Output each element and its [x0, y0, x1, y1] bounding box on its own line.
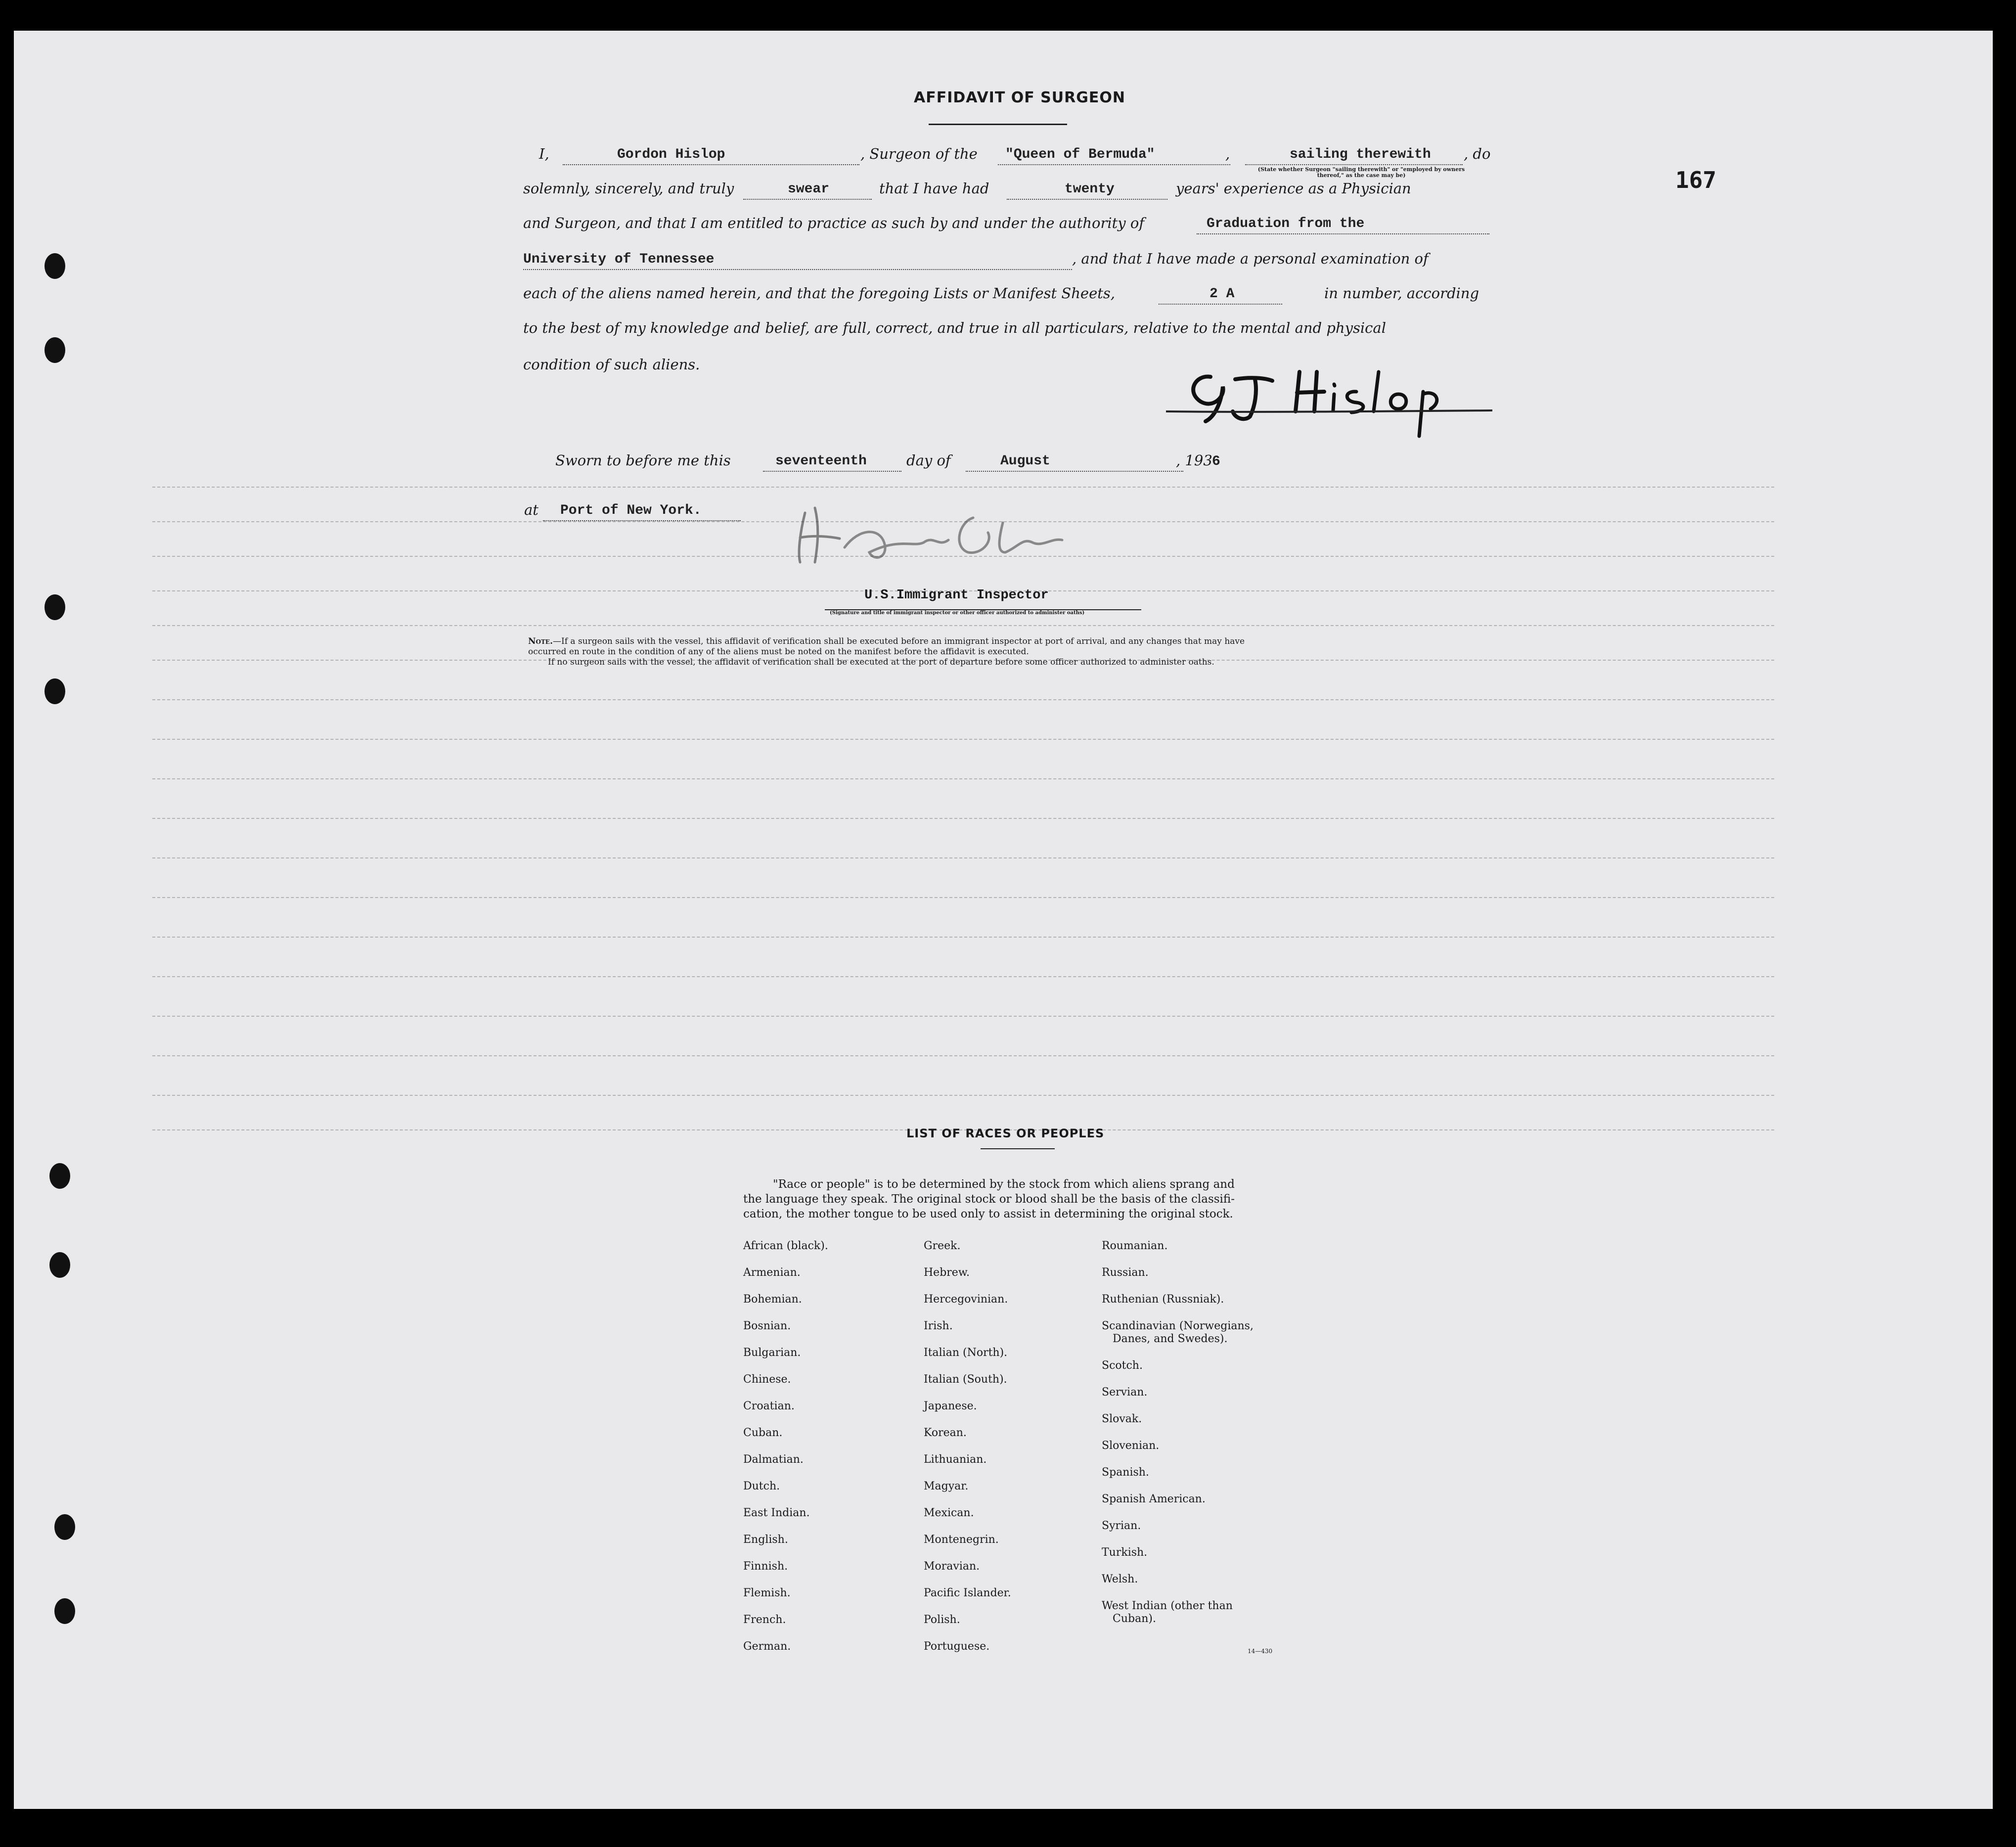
- race-list-item: Roumanian.: [1102, 1240, 1168, 1252]
- race-list-item: Italian (North).: [924, 1347, 1008, 1359]
- race-list-item: Slovak.: [1102, 1413, 1142, 1425]
- race-list-item: Hebrew.: [924, 1266, 970, 1279]
- binder-hole: [49, 1252, 70, 1278]
- surgeon-signature: [1166, 337, 1492, 441]
- binder-hole: [45, 253, 65, 279]
- race-list-item: Spanish.: [1102, 1466, 1149, 1479]
- race-list-item: Mexican.: [924, 1507, 974, 1519]
- race-list-item: Japanese.: [924, 1400, 977, 1412]
- race-list-item: Pacific Islander.: [924, 1587, 1011, 1599]
- line2-text-a: solemnly, sincerely, and truly: [523, 180, 734, 197]
- inspector-caption: (Signature and title of immigrant inspector or other officer authorized to administer oaths): [830, 610, 1085, 616]
- line5-text-a: each of the aliens named herein, and that the foregoing Lists or Manifest Sheets,: [523, 285, 1116, 302]
- inspector-signature: [785, 493, 1141, 577]
- name-blank: [563, 164, 859, 165]
- form-code: 14—430: [1248, 1648, 1273, 1655]
- intro-line-2: the language they speak. The original stock or blood shall be the basis of the classifi-: [743, 1193, 1235, 1206]
- race-list-item: Moravian.: [924, 1560, 980, 1573]
- races-underline: [981, 1148, 1055, 1149]
- line6-text: to the best of my knowledge and belief, are full, correct, and true in all particulars, relative to the mental and physical: [523, 319, 1386, 336]
- race-list-item: Magyar.: [924, 1480, 969, 1492]
- binder-hole: [45, 594, 65, 620]
- note-line-1: —If a surgeon sails with the vessel, this affidavit of verification shall be executed before an immigrant inspector at port of arrival, and any changes that may have: [553, 636, 1245, 646]
- race-list-item: Dalmatian.: [743, 1453, 804, 1466]
- sailing-status: sailing therewith: [1290, 147, 1431, 162]
- place-value: Port of New York.: [560, 503, 702, 518]
- race-list-item: West Indian (other than: [1102, 1600, 1233, 1612]
- races-intro: [743, 1177, 1277, 1221]
- race-list-item: Hercegovinian.: [924, 1293, 1008, 1306]
- sworn-text-c: , 193: [1176, 452, 1212, 469]
- race-list-item: Spanish American.: [1102, 1493, 1206, 1505]
- surgeon-name: Gordon Hislop: [617, 147, 725, 162]
- race-list-item: Polish.: [924, 1614, 960, 1626]
- sworn-text-a: Sworn to before me this: [555, 452, 731, 469]
- line3-text: and Surgeon, and that I am entitled to practice as such by and under the authority of: [523, 215, 1145, 231]
- title-underline: [929, 124, 1067, 125]
- years-value: twenty: [1065, 181, 1115, 197]
- race-list-item: Bohemian.: [743, 1293, 802, 1306]
- race-list-item: Cuban).: [1113, 1613, 1156, 1625]
- line7-text: condition of such aliens.: [523, 356, 700, 373]
- sworn-day-blank: [763, 471, 901, 472]
- authority-line-1: Graduation from the: [1207, 216, 1365, 231]
- intro-line-1: "Race or people" is to be determined by the stock from which aliens sprang and: [773, 1178, 1235, 1191]
- binder-hole: [54, 1514, 75, 1540]
- race-list-item: Turkish.: [1102, 1546, 1148, 1559]
- sworn-day: seventeenth: [775, 453, 867, 469]
- race-list-item: Bulgarian.: [743, 1347, 801, 1359]
- document-page: [14, 31, 1993, 1809]
- oath-blank: [743, 199, 872, 200]
- race-list-item: English.: [743, 1533, 788, 1546]
- race-list-item: Chinese.: [743, 1373, 791, 1386]
- sworn-month-blank: [966, 471, 1183, 472]
- race-list-item: Greek.: [924, 1240, 961, 1252]
- authority-blank-2: [523, 269, 1072, 270]
- place-blank: [543, 520, 741, 521]
- race-list-item: Bosnian.: [743, 1320, 791, 1332]
- page-number: 167: [1675, 167, 1717, 193]
- races-title: LIST OF RACES OR PEOPLES: [906, 1126, 1105, 1140]
- race-list-item: Irish.: [924, 1320, 953, 1332]
- race-list-item: Servian.: [1102, 1386, 1148, 1398]
- line4-text: , and that I have made a personal examination of: [1072, 250, 1429, 267]
- affidavit-i: I,: [539, 145, 549, 162]
- line2-text-b: that I have had: [879, 180, 989, 197]
- authority-line-2: University of Tennessee: [523, 252, 715, 267]
- line2-text-c: years' experience as a Physician: [1176, 180, 1411, 197]
- race-list-item: Armenian.: [743, 1266, 801, 1279]
- sailing-blank: [1245, 164, 1463, 165]
- race-list-item: Syrian.: [1102, 1520, 1141, 1532]
- sworn-year-digit: 6: [1212, 454, 1220, 469]
- sheets-blank: [1159, 304, 1282, 305]
- sheets-count: 2 A: [1210, 286, 1235, 302]
- race-list-item: Portuguese.: [924, 1640, 990, 1653]
- intro-line-3: cation, the mother tongue to be used only to assist in determining the original stock.: [743, 1208, 1233, 1220]
- vessel-blank: [998, 164, 1230, 165]
- at-text: at: [524, 501, 538, 518]
- race-list-item: Montenegrin.: [924, 1533, 999, 1546]
- authority-blank-1: [1197, 233, 1489, 234]
- race-list-item: Ruthenian (Russniak).: [1102, 1293, 1224, 1306]
- race-list-item: Korean.: [924, 1427, 967, 1439]
- race-list-item: Scandinavian (Norwegians,: [1102, 1320, 1254, 1332]
- line5-text-b: in number, according: [1324, 285, 1479, 302]
- inspector-title: U.S.Immigrant Inspector: [864, 588, 1049, 603]
- binder-hole: [45, 678, 65, 704]
- race-list-item: French.: [743, 1614, 786, 1626]
- years-blank: [1007, 199, 1167, 200]
- note-line-2: occurred en route in the condition of any of the aliens must be noted on the manifest before the affidavit is executed.: [528, 647, 1029, 657]
- vessel-name: "Queen of Bermuda": [1005, 147, 1155, 162]
- binder-hole: [49, 1163, 70, 1189]
- state-note: (State whether Surgeon "sailing therewith" or "employed by owners thereof," as the case may be): [1257, 166, 1465, 179]
- race-list-item: Russian.: [1102, 1266, 1149, 1279]
- race-list-item: Cuban.: [743, 1427, 783, 1439]
- note-label: Note.: [528, 636, 553, 646]
- race-list-item: Dutch.: [743, 1480, 780, 1492]
- race-list-item: Finnish.: [743, 1560, 788, 1573]
- race-list-item: African (black).: [743, 1240, 828, 1252]
- race-list-item: Danes, and Swedes).: [1113, 1333, 1228, 1345]
- affidavit-title: AFFIDAVIT OF SURGEON: [914, 89, 1125, 106]
- race-list-item: Flemish.: [743, 1587, 791, 1599]
- race-list-item: Croatian.: [743, 1400, 795, 1412]
- race-list-item: Italian (South).: [924, 1373, 1007, 1386]
- race-list-item: Scotch.: [1102, 1359, 1143, 1372]
- do-text: , do: [1464, 145, 1491, 162]
- surgeon-of-text: , Surgeon of the: [860, 145, 978, 162]
- race-list-item: East Indian.: [743, 1507, 810, 1519]
- sworn-month: August: [1000, 453, 1050, 469]
- oath-word: swear: [788, 181, 830, 197]
- comma: ,: [1225, 145, 1230, 162]
- note-line-3: If no surgeon sails with the vessel, the affidavit of verification shall be executed at the port of departure before some officer authorized to administer oaths.: [548, 657, 1214, 667]
- race-list-item: Lithuanian.: [924, 1453, 987, 1466]
- race-list-item: German.: [743, 1640, 791, 1653]
- race-list-item: Slovenian.: [1102, 1440, 1160, 1452]
- binder-hole: [54, 1598, 75, 1624]
- race-list-item: Welsh.: [1102, 1573, 1138, 1585]
- sworn-text-b: day of: [906, 452, 951, 469]
- binder-hole: [45, 337, 65, 363]
